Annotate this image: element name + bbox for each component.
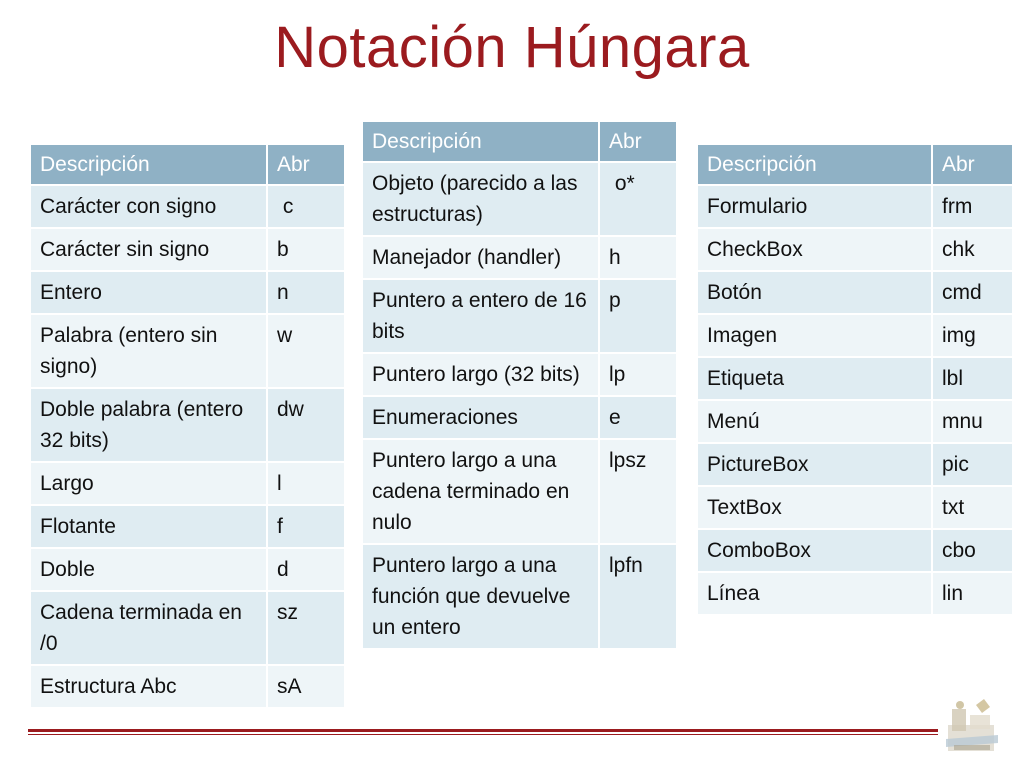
table-row [697,486,1013,529]
table-row [30,388,345,462]
table-right [696,143,1014,616]
table-row [362,279,677,353]
table-row [697,572,1013,615]
cell-abr: h [599,236,677,279]
footer-rule [28,729,938,732]
cell-abr: cmd [932,271,1013,314]
table-row [697,529,1013,572]
cell-description: TextBox [697,486,932,529]
institution-logo-icon [940,695,1000,755]
cell-description: Puntero a entero de 16 bits [362,279,599,353]
cell-abr: txt [932,486,1013,529]
column-header-description: Descripción [30,144,267,185]
table-row [362,439,677,544]
table-row [30,505,345,548]
table-row [697,443,1013,486]
cell-description: Cadena terminada en /0 [30,591,267,665]
table-row [30,665,345,708]
cell-abr: lpsz [599,439,677,544]
cell-abr: pic [932,443,1013,486]
cell-description: Flotante [30,505,267,548]
cell-abr: mnu [932,400,1013,443]
table-row [362,353,677,396]
cell-description: Menú [697,400,932,443]
table-header-row [697,144,1013,185]
table-row [30,271,345,314]
cell-description: ComboBox [697,529,932,572]
cell-description: Enumeraciones [362,396,599,439]
table-header-row [362,121,677,162]
cell-description: Doble [30,548,267,591]
table-row [697,400,1013,443]
cell-description: Carácter con signo [30,185,267,228]
cell-description: PictureBox [697,443,932,486]
cell-abr: sA [267,665,345,708]
cell-description: Puntero largo (32 bits) [362,353,599,396]
cell-description: Estructura Abc [30,665,267,708]
column-header-abr: Abr [267,144,345,185]
cell-abr: lbl [932,357,1013,400]
column-header-abr: Abr [599,121,677,162]
table-row [697,271,1013,314]
cell-description: Objeto (parecido a las estructuras) [362,162,599,236]
cell-abr: c [267,185,345,228]
cell-description: Botón [697,271,932,314]
cell-abr: chk [932,228,1013,271]
cell-abr: n [267,271,345,314]
cell-abr: frm [932,185,1013,228]
cell-description: Carácter sin signo [30,228,267,271]
table-row [362,162,677,236]
column-header-description: Descripción [362,121,599,162]
table-middle [361,120,678,650]
footer-rule-thin [28,734,938,735]
cell-description: Entero [30,271,267,314]
cell-description: Puntero largo a una cadena terminado en nulo [362,439,599,544]
table-row [697,185,1013,228]
table-row [30,228,345,271]
cell-abr: w [267,314,345,388]
cell-description: Formulario [697,185,932,228]
cell-abr: sz [267,591,345,665]
table-row [30,314,345,388]
table-row [697,357,1013,400]
cell-abr: l [267,462,345,505]
table-row [697,314,1013,357]
table-row [362,396,677,439]
cell-abr: o* [599,162,677,236]
cell-abr: p [599,279,677,353]
table-row [30,462,345,505]
column-header-description: Descripción [697,144,932,185]
cell-description: Doble palabra (entero 32 bits) [30,388,267,462]
cell-description: Imagen [697,314,932,357]
cell-abr: img [932,314,1013,357]
cell-description: Largo [30,462,267,505]
cell-abr: lin [932,572,1013,615]
table-row [30,548,345,591]
table-row [362,236,677,279]
cell-description: CheckBox [697,228,932,271]
cell-abr: lpfn [599,544,677,649]
cell-abr: b [267,228,345,271]
cell-description: Etiqueta [697,357,932,400]
table-row [30,591,345,665]
cell-abr: f [267,505,345,548]
table-row [30,185,345,228]
cell-description: Línea [697,572,932,615]
cell-description: Palabra (entero sin signo) [30,314,267,388]
table-row [362,544,677,649]
cell-abr: cbo [932,529,1013,572]
table-left [29,143,346,709]
cell-description: Puntero largo a una función que devuelve un entero [362,544,599,649]
table-header-row [30,144,345,185]
column-header-abr: Abr [932,144,1013,185]
cell-description: Manejador (handler) [362,236,599,279]
cell-abr: lp [599,353,677,396]
cell-abr: e [599,396,677,439]
cell-abr: dw [267,388,345,462]
table-row [697,228,1013,271]
cell-abr: d [267,548,345,591]
page-title: Notación Húngara [274,15,750,80]
